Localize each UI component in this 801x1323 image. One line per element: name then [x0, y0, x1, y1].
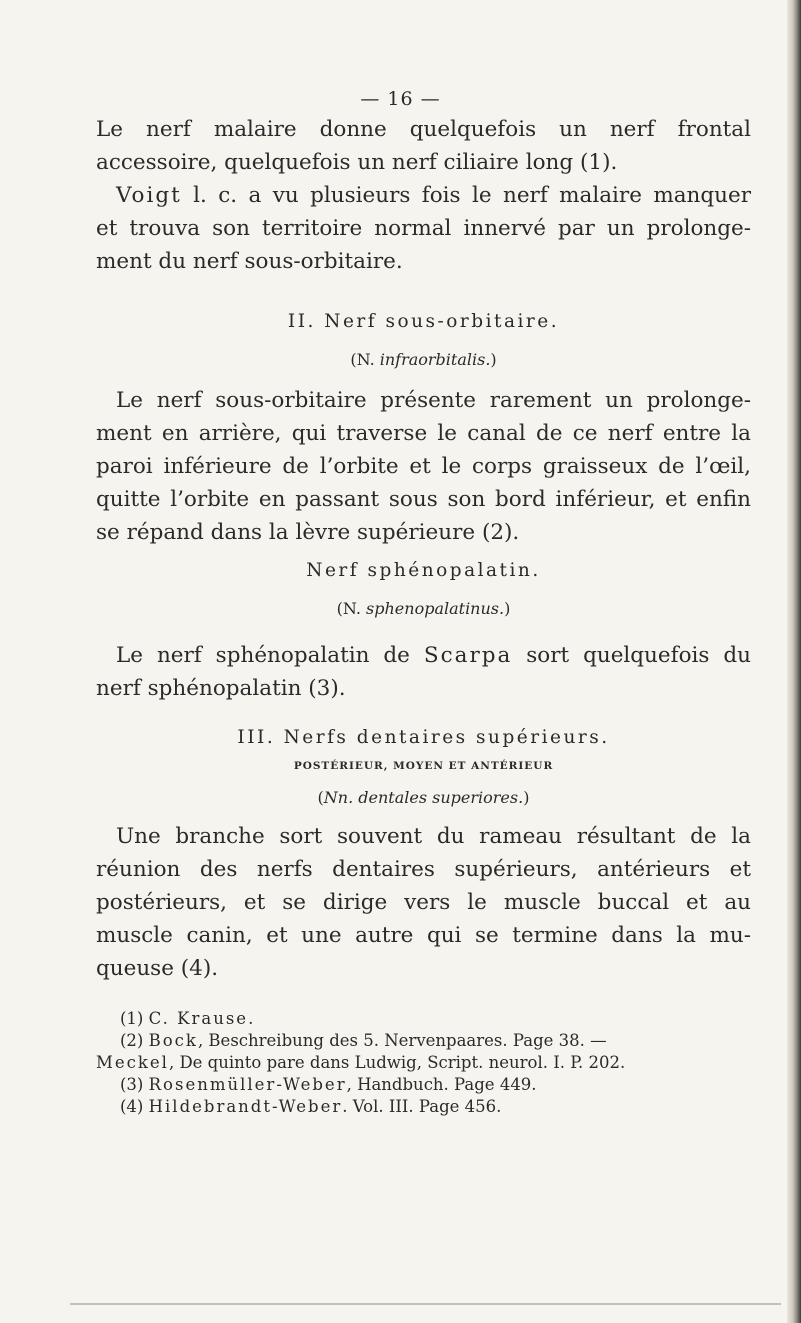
footnote-number: (3)	[120, 1075, 149, 1094]
footnote-text: , Handbuch. Page 449.	[346, 1075, 537, 1094]
paragraph-dentaires	[96, 820, 751, 985]
section-title: II. Nerf sous-orbitaire.	[287, 311, 560, 332]
footnotes	[96, 1008, 760, 1118]
text-line: Le nerf sous-orbitaire présente rarement un prolonge-	[116, 388, 751, 413]
footnote-text: .	[248, 1009, 254, 1028]
paragraph-voigt	[96, 179, 751, 278]
latin-name-sphenopalatinus	[96, 599, 751, 618]
section-title: Nerf sphénopalatin.	[306, 560, 541, 581]
text-span: Le nerf sphénopalatin de	[116, 643, 424, 668]
latin-term: infraorbitalis.	[379, 350, 491, 369]
section-subheading-dentaires	[96, 760, 751, 772]
paragraph-sphenopalatin	[96, 639, 751, 705]
text-line	[96, 179, 751, 212]
footnote-author: Meckel	[96, 1053, 169, 1072]
footnote	[96, 1052, 760, 1074]
page-edge-shadow	[787, 0, 801, 1323]
latin-name-dentales	[96, 788, 751, 807]
text-line: Une branche sort souvent du rameau résultant de la	[116, 824, 751, 849]
footnote-text: , De quinto pare dans Ludwig, Script. neurol. I. P. 202.	[168, 1053, 626, 1072]
section-subtitle: POSTÉRIEUR, MOYEN ET ANTÉRIEUR	[293, 760, 554, 772]
page-number: — 16 —	[360, 88, 441, 110]
text-span: )	[490, 350, 497, 369]
text-span: )	[504, 599, 511, 618]
text-line: se répand dans la lèvre supérieure (2).	[96, 520, 520, 545]
text-span: sort quelquefois du	[512, 643, 751, 668]
paragraph-sous-orbitaire	[96, 384, 751, 549]
paragraph-malaire	[96, 113, 751, 179]
footnote-text: . Vol. III. Page 456.	[342, 1097, 502, 1116]
footnote-number: (1)	[120, 1009, 149, 1028]
text-line: queuse (4).	[96, 956, 219, 981]
text-line: ment du nerf sous-orbitaire.	[96, 249, 403, 274]
footnote-text: , Beschreibung des 5. Nervenpaares. Page 38. —	[197, 1031, 607, 1050]
footnote-number: (2)	[120, 1031, 149, 1050]
section-heading-sphenopalatin	[96, 560, 751, 581]
latin-name-infraorbitalis	[96, 350, 751, 369]
section-title: III. Nerfs dentaires supérieurs.	[237, 727, 610, 748]
section-heading-sous-orbitaire	[96, 311, 751, 332]
text-line: muscle canin, et une autre qui se termine dans la mu-	[96, 923, 751, 948]
footnote	[120, 1008, 760, 1030]
text-line: et trouva son territoire normal innervé par un prolonge-	[96, 216, 751, 241]
text-line: ment en arrière, qui traverse le canal de ce nerf entre la	[96, 421, 751, 446]
text-line: postérieurs, et se dirige vers le muscle buccal et au	[96, 890, 751, 915]
bottom-rule	[70, 1303, 781, 1305]
text-line: quitte l’orbite en passant sous son bord inférieur, et enfin	[96, 487, 751, 512]
text-line: paroi inférieure de l’orbite et le corps graisseux de l’œil,	[96, 454, 751, 479]
text-span: (	[317, 788, 324, 807]
footnote-number: (4)	[120, 1097, 149, 1116]
text-span: (N.	[336, 599, 367, 618]
footnote-author: Hildebrandt-Weber	[148, 1097, 343, 1116]
footnote	[120, 1074, 760, 1096]
footnote	[120, 1030, 760, 1052]
text-line: nerf sphénopalatin (3).	[96, 676, 346, 701]
text-span: )	[523, 788, 530, 807]
text-span: l. c. a vu plusieurs fois le nerf malaire manquer	[181, 183, 751, 208]
latin-term: sphenopalatinus.	[366, 599, 505, 618]
footnote-author: Rosenmüller-Weber	[148, 1075, 347, 1094]
text-line: accessoire, quelquefois un nerf ciliaire long (1).	[96, 150, 618, 175]
author-name: Scarpa	[423, 643, 513, 668]
text-span: (N.	[350, 350, 380, 369]
footnote	[120, 1096, 760, 1118]
author-name: Voigt	[116, 183, 182, 208]
latin-term: Nn. dentales superiores.	[323, 788, 524, 807]
text-line	[96, 639, 751, 672]
footnote-author: Bock	[148, 1031, 198, 1050]
footnote-author: C. Krause	[148, 1009, 249, 1028]
text-line: Le nerf malaire donne quelquefois un nerf frontal	[96, 117, 751, 142]
text-line: réunion des nerfs dentaires supérieurs, antérieurs et	[96, 857, 751, 882]
section-heading-dentaires	[96, 727, 751, 748]
